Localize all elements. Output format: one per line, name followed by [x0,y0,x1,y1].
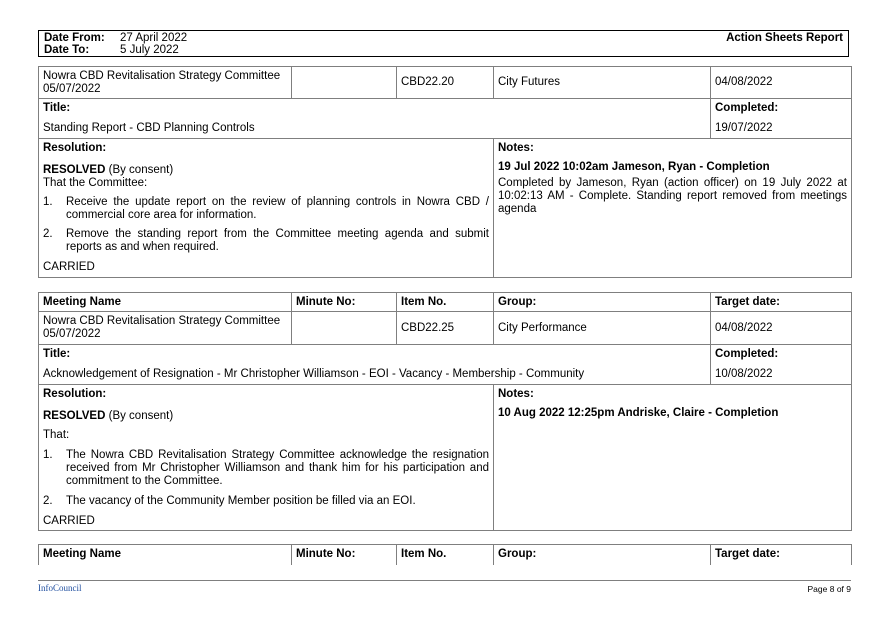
resolved-note: (By consent) [105,410,174,422]
action-record-1 [38,66,852,278]
target-date-value: 04/08/2022 [711,67,852,99]
note-text: Completed by Jameson, Ryan (action officer) on 19 July 2022 at 10:02:13 AM - Complete. Standing report removed from meetings agenda [498,177,847,215]
group-value: City Futures [494,67,711,99]
footer-divider [38,580,851,581]
item-no-value: CBD22.20 [397,67,494,99]
meeting-name-value: Nowra CBD Revitalisation Strategy Committee 05/07/2022 [39,312,292,345]
action-record-3 [38,544,852,565]
group-label: Group: [494,293,711,312]
resolution-list [43,449,489,508]
notes-cell [494,385,852,531]
record-2-meta-row [39,312,852,345]
item-text: Remove the standing report from the Committee meeting agenda and submit reports as and when required. [66,228,489,253]
record-2-resolution-row [39,385,852,531]
completed-value: 10/08/2022 [715,368,773,380]
completed-cell [711,345,852,385]
minute-no-value [292,67,397,99]
item-number: 1. [43,449,53,461]
title-label: Title: [43,348,71,360]
completed-value: 19/07/2022 [715,122,773,134]
minute-no-value [292,312,397,345]
note-heading: 10 Aug 2022 12:25pm Andriske, Claire - Completion [498,407,779,419]
title-value: Acknowledgement of Resignation - Mr Christopher Williamson - EOI - Vacancy - Membership - Community [43,368,585,380]
target-date-value: 04/08/2022 [711,312,852,345]
item-text: Receive the update report on the review of planning controls in Nowra CBD / commercial core area for information. [66,196,489,221]
item-no-label: Item No. [397,293,494,312]
group-label: Group: [494,545,711,565]
meeting-name-value: Nowra CBD Revitalisation Strategy Committee 05/07/2022 [39,67,292,99]
meeting-name-label: Meeting Name [39,293,292,312]
resolved-keyword: RESOLVED [43,164,106,176]
title-label: Title: [43,102,71,114]
meeting-name-label: Meeting Name [39,545,292,565]
record-3-header-row [39,545,852,565]
minute-no-label: Minute No: [292,545,397,565]
title-cell [39,345,711,385]
resolution-item [43,228,489,254]
date-from-value: 27 April 2022 [120,32,188,44]
item-number: 1. [43,196,53,208]
page-number: Page 8 of 9 [807,584,851,594]
resolution-intro: That the Committee: [43,177,148,189]
carried-text: CARRIED [43,515,95,527]
title-value: Standing Report - CBD Planning Controls [43,122,255,134]
record-1-meta-row [39,67,852,99]
resolution-label: Resolution: [43,388,107,400]
resolved-keyword: RESOLVED [43,410,106,422]
resolution-item [43,495,489,508]
resolution-item [43,196,489,222]
resolution-intro: That: [43,429,70,441]
record-1-resolution-row [39,139,852,278]
date-from-label: Date From: [44,32,105,44]
completed-label: Completed: [715,102,779,114]
note-heading: 19 Jul 2022 10:02am Jameson, Ryan - Completion [498,161,770,173]
record-2-title-row [39,345,852,385]
target-date-label: Target date: [711,545,852,565]
completed-cell [711,99,852,139]
resolved-note: (By consent) [105,164,174,176]
carried-text: CARRIED [43,261,95,273]
record-2-header-row [39,293,852,312]
item-text: The Nowra CBD Revitalisation Strategy Committee acknowledge the resignation received from Mr Christopher Williamson and thank him for his participation and commitment to the Committee. [66,449,489,487]
item-text: The vacancy of the Community Member position be filled via an EOI. [66,495,416,507]
notes-label: Notes: [498,388,534,400]
group-value: City Performance [494,312,711,345]
item-number: 2. [43,228,53,240]
item-number: 2. [43,495,53,507]
title-cell [39,99,711,139]
notes-label: Notes: [498,142,534,154]
date-to-label: Date To: [44,44,90,56]
date-to-value: 5 July 2022 [120,44,179,56]
resolution-item [43,449,489,488]
target-date-label: Target date: [711,293,852,312]
resolved-line [43,155,489,177]
resolution-label: Resolution: [43,142,107,154]
minute-no-label: Minute No: [292,293,397,312]
resolution-cell [39,385,494,531]
item-no-value: CBD22.25 [397,312,494,345]
resolved-line [43,401,489,423]
report-header [38,30,849,57]
notes-cell [494,139,852,278]
report-title: Action Sheets Report [726,32,843,44]
item-no-label: Item No. [397,545,494,565]
footer-brand: InfoCouncil [38,583,82,593]
record-1-title-row [39,99,852,139]
action-record-2 [38,292,852,531]
completed-label: Completed: [715,348,779,360]
resolution-list [43,196,489,254]
resolution-cell [39,139,494,278]
